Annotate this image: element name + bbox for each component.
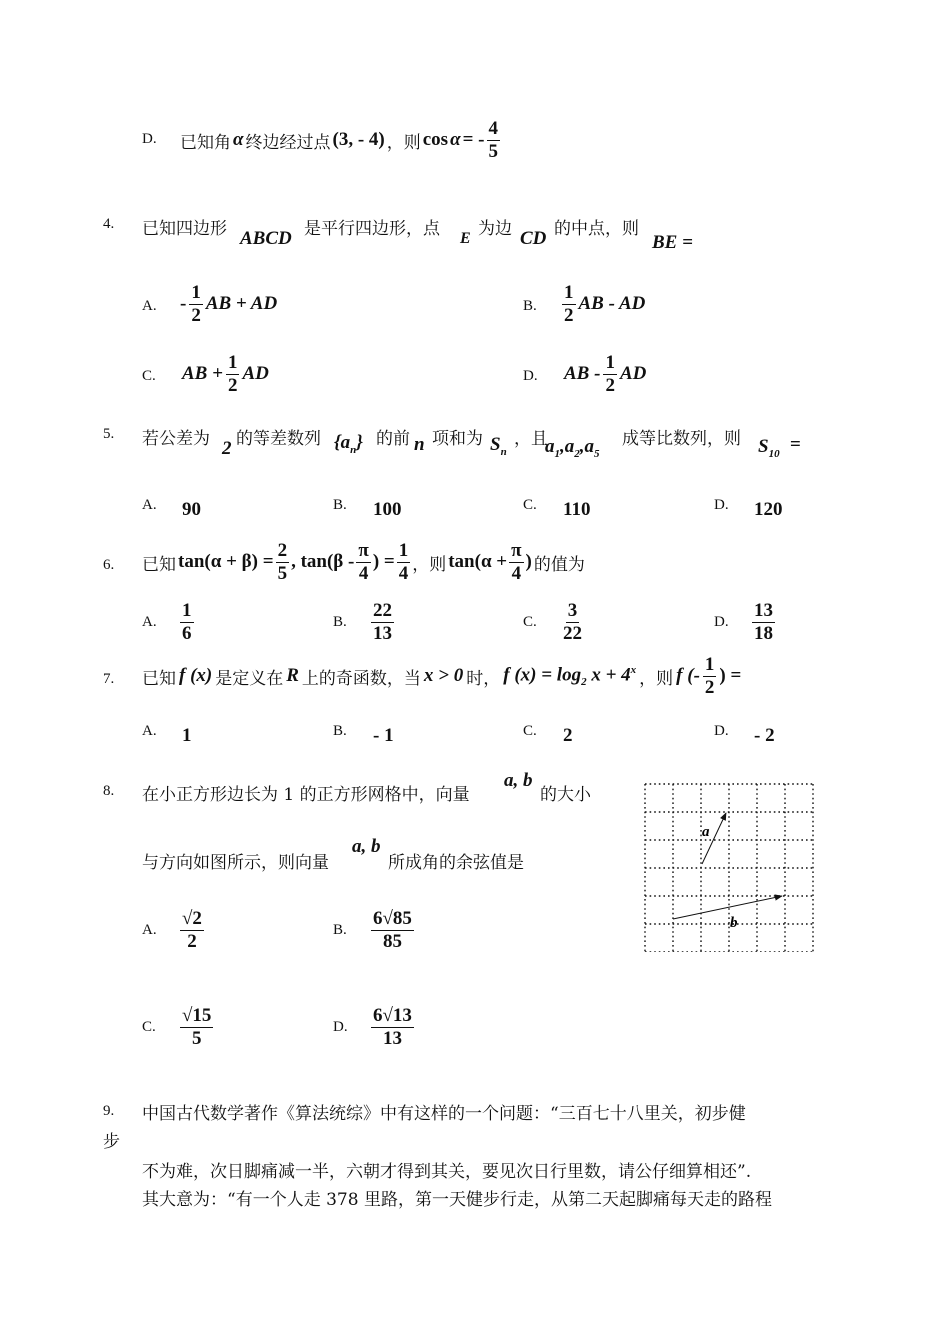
numerator: 1 [564,282,574,303]
math: CD [520,228,547,249]
math [490,434,507,458]
option-fraction [561,600,584,645]
option-label: A. [142,298,157,314]
option-value: 110 [563,499,591,520]
option-value: - 2 [754,725,775,746]
numerator: 6√85 [373,908,412,929]
denominator: 2 [191,304,201,326]
option-value: 1 [182,725,192,746]
text: 在小正方形边长为 1 的正方形网格中，向量 [142,785,470,805]
fraction [562,282,576,327]
math: ABCD [240,228,292,249]
numerator: 1 [191,282,201,303]
math: AD [242,363,269,385]
option-label: D. [714,614,729,630]
text: 已知 [142,554,176,575]
text: 的等差数列 [236,429,321,449]
text: ，则 [412,554,447,575]
math: cos [422,129,449,151]
q3-option-d [180,118,500,163]
sub: 10 [768,447,780,460]
denominator: 22 [563,622,582,644]
numerator: √2 [182,908,202,929]
q9-line3: 其大意为：“有一个人走 378 里路，第一天健步行走，从第二天起脚痛每天走的路程 [142,1190,772,1210]
numerator: √15 [182,1005,212,1026]
q9-line2: 不为难，次日脚痛减一半，六朝才得到其关，要见次日行里数，请公仔细算相还”. [142,1162,752,1182]
option-label: C. [523,723,537,739]
option-label: C. [142,368,156,384]
q9-line1: 中国古代数学著作《算法统综》中有这样的一个问题：“三百七十八里关，初步健 [142,1104,746,1124]
fraction [703,654,717,699]
numerator: 22 [373,600,392,621]
option-fraction [180,908,204,953]
math [334,432,363,456]
text: 的大小 [540,785,591,805]
fraction [356,540,370,585]
option-label: D. [523,368,538,384]
fraction [603,352,617,397]
denominator: 13 [373,622,392,644]
option-label: C. [523,614,537,630]
fraction [226,352,240,397]
sub: 5 [594,447,600,460]
option-label: D. [142,131,157,147]
def: f (x) = log [503,664,582,686]
seq-end: } [356,432,363,453]
option-value: 90 [182,499,201,520]
denominator: 4 [358,562,369,584]
math: tan(α + β) = [178,551,274,573]
vector-b-label: b [730,915,738,931]
numerator: π [358,540,369,561]
sup: x [630,664,637,677]
math: AB + AD [205,293,278,315]
dotted-grid [645,784,813,952]
text: 的前 [376,429,410,449]
question-number: 9. [103,1103,115,1119]
text: 已知 [142,668,176,689]
numerator: 1 [398,540,409,561]
text: 已知角 [180,132,231,153]
text: 时， [466,668,501,689]
vector-a-label: a [702,824,710,840]
fraction [189,282,203,327]
option-label: D. [714,497,729,513]
option-label: B. [523,298,537,314]
math: (3, - 4) [332,129,385,151]
text: 上的奇函数，当 [301,668,421,689]
q4-option-c [182,352,269,397]
math: x > 0 [423,665,464,687]
numerator: π [511,540,522,561]
question-number: 5. [103,426,115,442]
a: a [564,436,575,457]
q4-option-b [562,282,645,327]
option-fraction [371,908,414,953]
sub: n [500,445,507,458]
option-label: C. [142,1019,156,1035]
math: = [790,434,801,455]
math: f (- [676,665,700,687]
math: ) = [719,665,742,687]
fraction [752,600,775,645]
text: 的值为 [533,554,585,575]
option-fraction [371,1005,414,1050]
denominator: 4 [398,562,409,584]
question-number: 4. [103,216,115,232]
option-value: 2 [563,725,573,746]
q7-stem [142,654,741,699]
math: n [414,434,425,455]
math [503,664,636,688]
fraction [561,600,584,645]
math: E [460,230,471,247]
text: ，则 [639,668,674,689]
denominator: 5 [488,140,498,162]
denominator: 2 [605,374,615,396]
option-label: D. [333,1019,348,1035]
fraction [487,118,501,163]
fraction [180,1005,213,1050]
denominator: 2 [227,374,238,396]
math: f (x) [179,665,213,687]
option-value: 120 [754,499,783,520]
math: a, b [352,836,381,857]
numerator: 1 [704,654,715,675]
denominator: 2 [187,930,197,952]
text: 项和为 [432,429,483,449]
math: α [233,129,244,151]
math: AB - AD [578,293,646,315]
fraction [397,540,411,585]
option-label: B. [333,614,347,630]
option-label: D. [714,723,729,739]
text: 所成角的余弦值是 [388,853,524,873]
vector-grid-figure [640,780,820,952]
denominator: 6 [182,622,192,644]
numerator: 2 [277,540,288,561]
fraction [371,600,394,645]
question-number: 6. [103,557,115,573]
text: 是定义在 [215,668,284,689]
math [758,436,780,460]
math: a, b [504,770,533,791]
math: $a_1,a_2,a_5$ [545,436,600,460]
math: AD [619,363,647,385]
option-label: B. [333,922,347,938]
option-label: A. [142,497,157,513]
text: 是平行四边形，点 [304,219,440,239]
option-label: A. [142,723,157,739]
denominator: 5 [191,1027,202,1049]
def2: x + 4 [591,664,631,686]
math: tan(α + [448,551,508,573]
option-fraction [180,1005,213,1050]
math: R [286,665,299,687]
text: 已知四边形 [142,219,227,239]
vector-b [673,896,782,919]
numerator: 1 [605,352,615,373]
sub: 2 [581,676,587,689]
math: - [180,293,187,315]
option-fraction [371,600,394,645]
fraction [371,908,414,953]
math: 2 [222,438,232,459]
math: AB + [182,363,223,385]
denominator: 2 [564,304,574,326]
option-label: A. [142,614,157,630]
numerator: 1 [227,352,238,373]
a: a [545,436,555,457]
fraction [180,908,204,953]
s: S [758,436,769,457]
s: S [490,434,501,455]
numerator: 4 [488,118,498,139]
fraction [180,600,194,645]
option-value: - 1 [373,725,394,746]
denominator: 4 [511,562,522,584]
math: AB - [564,363,601,385]
option-fraction [180,600,194,645]
text: ，则 [386,132,421,153]
option-label: B. [333,497,347,513]
sub: 2 [574,447,580,460]
math: , tan(β - [291,551,355,573]
denominator: 5 [277,562,288,584]
option-label: A. [142,922,157,938]
seq: {a [334,432,351,453]
math: ) = [372,551,395,573]
q4-option-a [180,282,277,327]
math: ) [525,551,532,573]
option-label: C. [523,497,537,513]
text: ，且 [514,429,548,449]
math: = - [462,129,485,151]
fraction [276,540,290,585]
text: 的中点，则 [554,219,639,239]
numerator: 1 [182,600,192,621]
option-value: 100 [373,499,402,520]
text: 终边经过点 [245,132,331,153]
math: α [450,129,461,151]
numerator: 13 [754,600,773,621]
denominator: 85 [382,930,402,952]
denominator: 18 [754,622,773,644]
q6-stem [142,540,585,585]
numerator: 3 [567,600,578,621]
question-number: 8. [103,783,115,799]
option-fraction [752,600,775,645]
a: a [584,436,594,457]
math: BE = [652,232,693,253]
sub: 1 [554,447,560,460]
q4-option-d [564,352,646,397]
fraction [371,1005,414,1050]
text: 为边 [478,219,512,239]
denominator: 2 [704,676,715,698]
question-number: 7. [103,671,115,687]
denominator: 13 [382,1027,402,1049]
text: 与方向如图所示，则向量 [142,853,329,873]
text: 若公差为 [142,429,210,449]
fraction [509,540,523,585]
numerator: 6√13 [373,1005,412,1026]
q9-line1b: 步 [103,1132,120,1152]
text: 成等比数列，则 [622,429,741,449]
sub: n [350,443,357,456]
option-label: B. [333,723,347,739]
